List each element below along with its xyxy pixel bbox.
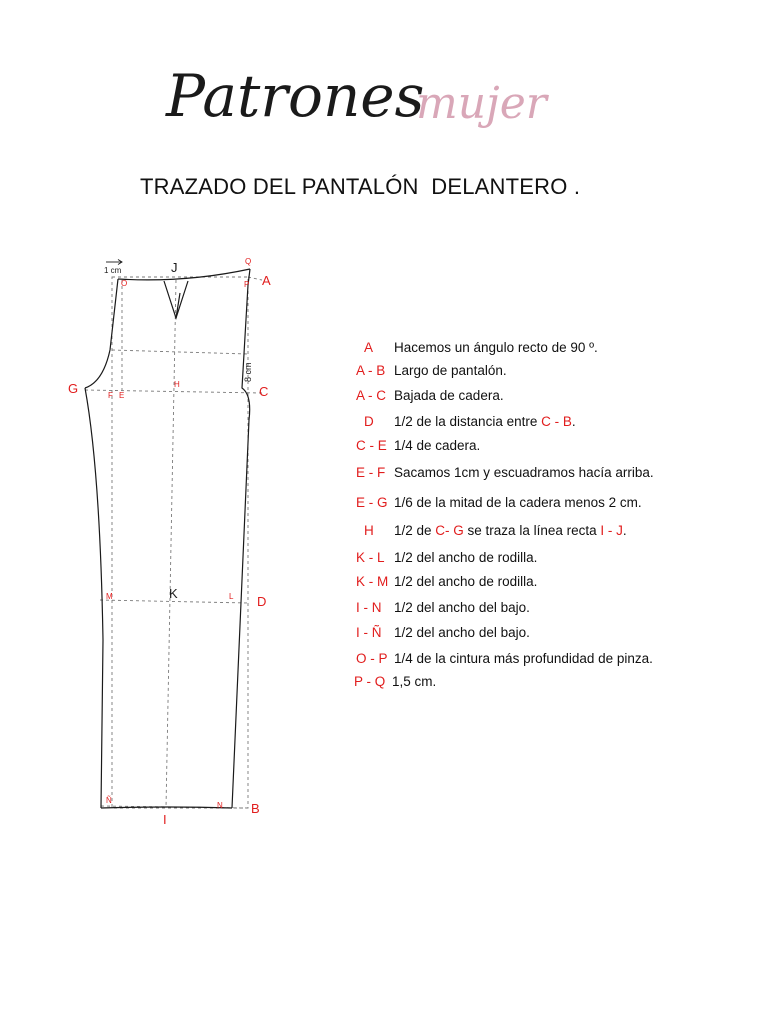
pattern-outline — [85, 269, 250, 808]
logo-text-secondary: mujer — [416, 78, 547, 129]
legend-key: E - F — [356, 465, 386, 480]
label-m: M — [106, 592, 113, 601]
label-k: K — [169, 586, 178, 601]
label-p: P — [244, 280, 250, 289]
waist-curve — [118, 269, 250, 280]
legend-text: Bajada de cadera. — [394, 388, 504, 403]
legend-key: O - P — [356, 651, 388, 666]
label-c: C — [259, 384, 269, 399]
crotch-curve — [85, 279, 118, 388]
point-labels — [68, 257, 271, 827]
legend-key: I - Ñ — [356, 625, 382, 640]
legend-text — [394, 523, 627, 538]
legend-ref: I - J — [600, 523, 623, 538]
label-n: N — [217, 801, 223, 810]
legend-text: 1/4 de cadera. — [394, 438, 481, 453]
label-b: B — [251, 801, 260, 816]
legend-text-part: . — [571, 414, 576, 429]
legend-text: 1/4 de la cintura más profundidad de pinza. — [394, 651, 653, 666]
legend-key: D — [364, 414, 374, 429]
legend-text-part: se traza la línea recta — [463, 523, 601, 538]
legend-key: P - Q — [354, 674, 386, 689]
dart-center — [176, 293, 180, 318]
label-l: L — [229, 592, 234, 601]
legend-ref: C- G — [435, 523, 464, 538]
legend-key: K - L — [356, 550, 385, 565]
legend-text: 1/2 del ancho de rodilla. — [394, 574, 538, 589]
legend-text: 1/2 del ancho de rodilla. — [394, 550, 538, 565]
label-e: E — [119, 391, 125, 400]
one-cm-annotation — [104, 260, 122, 276]
legend-key: K - M — [356, 574, 389, 589]
one-cm-label: 1 cm — [104, 266, 122, 275]
legend-key: I - N — [356, 600, 382, 615]
hem-outline — [101, 807, 232, 808]
label-h: H — [174, 380, 180, 389]
crotch-depth-line — [112, 350, 248, 354]
legend-text-part: 1/2 de — [394, 523, 436, 538]
legend-ref: C - B — [541, 414, 572, 429]
legend-key: H — [364, 523, 374, 538]
legend-text: Largo de pantalón. — [394, 363, 507, 378]
label-q: Q — [245, 257, 252, 266]
legend-text-part: 1/2 de la distancia entre — [394, 414, 542, 429]
legend-text-part: . — [622, 523, 627, 538]
legend-text: 1/2 del ancho del bajo. — [394, 625, 530, 640]
label-f: F — [108, 391, 113, 400]
legend-text: 1,5 cm. — [392, 674, 437, 689]
label-g: G — [68, 381, 79, 396]
side-seam — [232, 269, 250, 808]
base-rectangle — [112, 277, 248, 808]
label-o: O — [121, 279, 128, 288]
patrones-mujer-logo — [158, 52, 568, 142]
label-d: D — [257, 594, 267, 609]
logo-text-primary: Patrones — [166, 62, 425, 130]
legend-key: A — [364, 340, 374, 355]
legend-text — [394, 414, 576, 429]
eight-cm-label: 8 cm — [243, 362, 253, 382]
label-i: I — [163, 812, 167, 827]
inseam — [85, 388, 103, 808]
label-a: A — [262, 273, 271, 288]
legend-key: A - B — [356, 363, 386, 378]
legend-text: 1/2 del ancho del bajo. — [394, 600, 530, 615]
legend-text: Hacemos un ángulo recto de 90 º. — [394, 340, 598, 355]
legend-text: Sacamos 1cm y escuadramos hacía arriba. — [394, 465, 654, 480]
trouser-pattern-diagram — [60, 250, 290, 840]
page-title: TRAZADO DEL PANTALÓN DELANTERO . — [140, 174, 581, 199]
label-j: J — [171, 260, 178, 275]
waist-extension — [248, 277, 262, 280]
label-n-tilde: Ñ — [106, 796, 112, 805]
center-grain-line — [166, 280, 176, 808]
legend-key: E - G — [356, 495, 388, 510]
legend-key: A - C — [356, 388, 387, 403]
legend-key: C - E — [356, 438, 387, 453]
legend-text: 1/6 de la mitad de la cadera menos 2 cm. — [394, 495, 642, 510]
